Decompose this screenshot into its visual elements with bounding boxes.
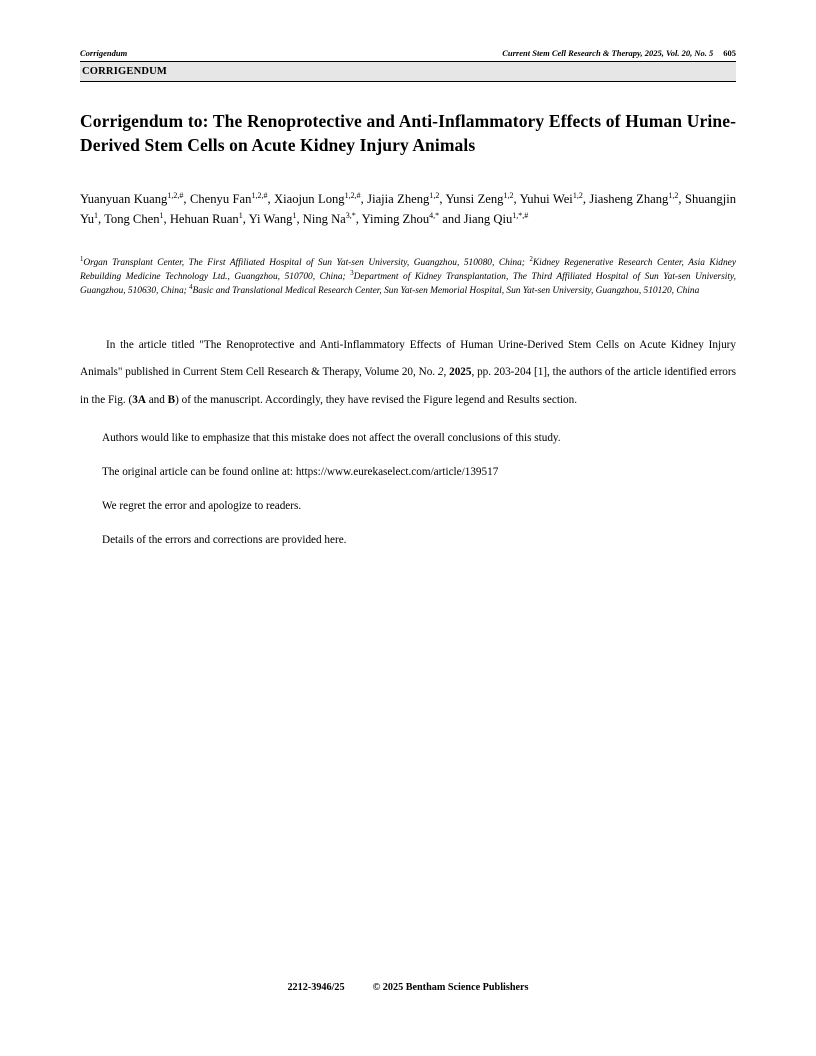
author-affiliation-marker: 1,*,#	[512, 211, 529, 221]
page-footer	[0, 982, 816, 993]
author-item: Ning $Na^{3,*}$	[302, 211, 356, 227]
author-item: Tong Chen$^1$	[104, 211, 164, 227]
running-head-right	[502, 48, 736, 58]
running-head-journal: Current Stem Cell Research & Therapy,	[502, 48, 643, 58]
apology-paragraph: We regret the error and apologize to readers.	[102, 500, 302, 513]
statement-part-3: , pp. 203-204 [1], the authors of the article identified errors in the Fig. (	[80, 366, 736, 406]
running-head-issue: 2025, Vol. 20, No. 5	[642, 48, 714, 58]
affiliation-marker: 4	[189, 283, 193, 291]
author-affiliation-marker: 4,*	[429, 211, 440, 221]
affiliation-marker: 2	[529, 255, 533, 263]
statement-part-1: In the article titled "The Renoprotective and Anti-Inflammatory Effects of Human Urine-Derived Stem Cells on Acute Kidney Injury Animals" published in Current Stem Cell Research & Therapy, Volume 20, No.	[80, 338, 736, 379]
issue-number: 2	[437, 366, 444, 379]
author-affiliation-marker: 1	[159, 211, 164, 221]
affiliation-text: Kidney Regenerative Research Center, Asia Kidney Rebuilding Medicine Technology Ltd., Guangzhou, 510700, China;	[80, 257, 736, 282]
original-article-link-paragraph: The original article can be found online at: https://www.eurekaselect.com/article/139517	[102, 466, 499, 479]
affiliation-marker: 3	[350, 269, 354, 277]
author-item: Jiasheng Zhang$^{1,2}$	[589, 191, 679, 207]
statement-comma: ,	[443, 366, 450, 379]
figure-ref-b: B	[167, 393, 176, 406]
details-paragraph: Details of the errors and corrections are provided here.	[102, 533, 347, 546]
author-item: Jiang Qiu$^{1,*,\#}$	[463, 211, 529, 227]
copyright-text: © 2025 Bentham Science Publishers	[372, 982, 529, 993]
author-affiliation-marker: 1	[94, 211, 98, 221]
affiliation-text: Department of Kidney Transplantation, The Third Affiliated Hospital of Sun Yat-sen University, Guangzhou, 510630, China;	[80, 271, 736, 296]
author-item: Xiaojun Long$^{1,2,\#}$	[274, 191, 361, 207]
author-item: Yunsi Zeng$^{1,2}$	[445, 191, 514, 207]
author-affiliation-marker: 1,2,#	[344, 191, 361, 201]
author-item: Shuangjin Yu$^1$	[80, 192, 737, 227]
statement-part-5: ) of the manuscript. Accordingly, they have revised the Figure legend and Results section.	[175, 393, 578, 406]
author-affiliation-marker: 1,2,#	[251, 191, 268, 201]
statement-and: and	[145, 393, 168, 406]
author-affiliation-marker: 3,*	[345, 211, 356, 221]
author-affiliation-marker: 1,2	[668, 191, 679, 201]
page-number: 605	[723, 48, 736, 58]
author-item: Hehuan Ruan$^1$	[169, 211, 243, 227]
affiliation-marker: 1	[80, 255, 84, 263]
affiliation-text: Organ Transplant Center, The First Affiliated Hospital of Sun Yat-sen University, Guangzhou, 510080, China;	[83, 257, 530, 268]
section-label: CORRIGENDUM	[80, 62, 736, 82]
emphasis-paragraph: Authors would like to emphasize that this mistake does not affect the overall conclusions of this study.	[102, 432, 561, 445]
publication-year: 2025	[449, 366, 472, 379]
author-affiliation-marker: 1,2	[429, 191, 440, 201]
figure-ref-a: 3A	[132, 393, 146, 406]
affiliations	[80, 256, 736, 298]
author-item: Yiming Zhou$^{4,*}$	[361, 211, 440, 227]
author-item: Yuhui Wei$^{1,2}$	[519, 191, 583, 207]
page-content	[80, 48, 736, 561]
author-list: Yuanyuan Kuang$^{1,2,\#}$, Chenyu Fan$^{1,2,\#}$, Xiaojun Long$^{1,2,\#}$, Jiajia Zheng$^{1,2}$, Yunsi Zeng$^{1,2}$, Yuhui Wei$^{1,2}$, Jiasheng Zhang$^{1,2}$, Shuangjin Yu$^1$, Tong Chen$^1$, Hehuan Ruan$^1$, Yi Wang$^1$, Ning $Na^{3,*}$, Yiming Zhou$^{4,*}$ and Jiang Qiu$^{1,*,\#}$	[80, 191, 737, 227]
author-item: Yuanyuan Kuang$^{1,2,\#}$	[80, 191, 184, 207]
running-head	[80, 48, 736, 62]
author-affiliation-marker: 1,2,#	[167, 191, 184, 201]
author-item: Yi Wang$^1$	[248, 211, 297, 227]
author-affiliation-marker: 1,2	[572, 191, 583, 201]
author-affiliation-marker: 1	[238, 211, 243, 221]
corrigendum-statement	[80, 332, 736, 414]
page-title: Corrigendum to: The Renoprotective and Anti-Inflammatory Effects of Human Urine-Derived Stem Cells on Acute Kidney Injury Animals	[80, 111, 736, 155]
issn-text: 2212-3946/25	[287, 982, 345, 993]
author-item: Jiajia Zheng$^{1,2}$	[367, 191, 440, 207]
author-affiliation-marker: 1	[292, 211, 297, 221]
affiliation-text: Basic and Translational Medical Research Center, Sun Yat-sen Memorial Hospital, Sun Yat-sen University, Guangzhou, 510120, China	[192, 285, 700, 296]
author-item: Chenyu Fan$^{1,2,\#}$	[189, 191, 268, 207]
running-head-left: Corrigendum	[80, 48, 128, 58]
author-affiliation-marker: 1,2	[503, 191, 514, 201]
